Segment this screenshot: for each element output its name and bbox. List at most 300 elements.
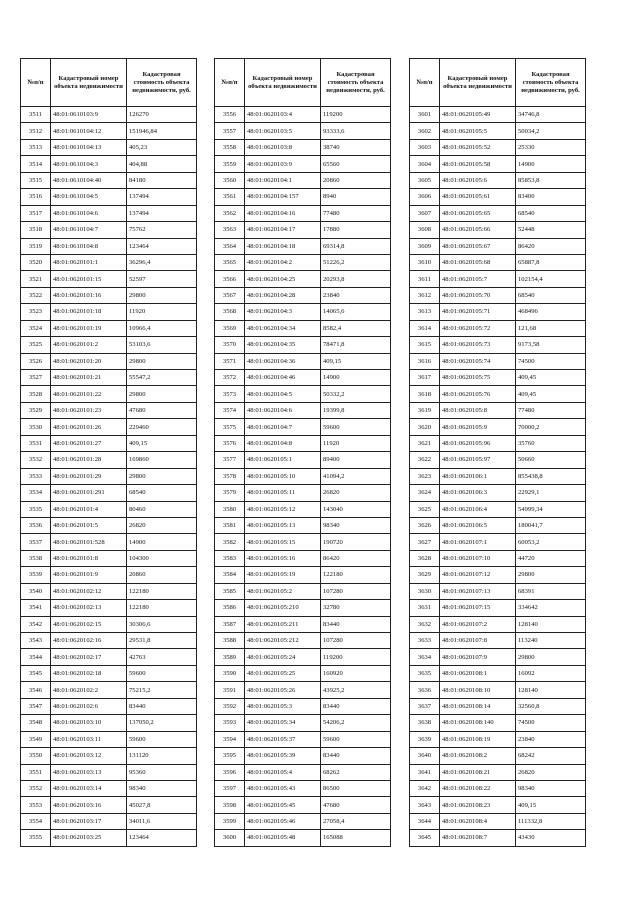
- cadastral-value: 50660: [516, 452, 586, 468]
- cadastral-number: 48:01:0620105:15: [245, 534, 321, 550]
- table-row: [21, 764, 197, 780]
- cadastral-value: 54206,2: [321, 715, 391, 731]
- table-row: [21, 271, 197, 287]
- table-row: [215, 649, 391, 665]
- cadastral-number: 48:01:0620108:4: [440, 813, 516, 829]
- cadastral-number: 48:01:0620107:8: [440, 633, 516, 649]
- cadastral-value: 122180: [321, 567, 391, 583]
- row-number: 3631: [410, 600, 440, 616]
- table-row: [215, 419, 391, 435]
- row-number: 3516: [21, 189, 51, 205]
- cadastral-value: 104300: [127, 550, 197, 566]
- cadastral-number: 48:01:0620103:8: [245, 139, 321, 155]
- row-number: 3524: [21, 320, 51, 336]
- row-number: 3608: [410, 222, 440, 238]
- table-row: [21, 172, 197, 188]
- cadastral-number: 48:01:0620101:20: [51, 353, 127, 369]
- cadastral-value: 68540: [516, 287, 586, 303]
- cadastral-value: 20860: [321, 172, 391, 188]
- row-number: 3569: [215, 320, 245, 336]
- table-row: [21, 633, 197, 649]
- cadastral-value: 34746,8: [516, 107, 586, 123]
- table-row: [215, 600, 391, 616]
- row-number: 3624: [410, 485, 440, 501]
- table-row: [410, 205, 586, 221]
- cadastral-number: 48:01:0620105:39: [245, 748, 321, 764]
- row-number: 3515: [21, 172, 51, 188]
- cadastral-value: 405,23: [127, 139, 197, 155]
- cadastral-number: 48:01:0620106:5: [440, 517, 516, 533]
- cadastral-number: 48:01:0620101:28: [51, 452, 127, 468]
- table-row: [21, 682, 197, 698]
- table-row: [410, 172, 586, 188]
- cadastral-number: 48:01:0620105:45: [245, 797, 321, 813]
- cadastral-value: 65560: [321, 156, 391, 172]
- header-num: №п/п: [21, 59, 51, 107]
- cadastral-number: 48:01:0620105:61: [440, 189, 516, 205]
- table-row: [215, 485, 391, 501]
- cadastral-number: 48:01:0620101:18: [51, 304, 127, 320]
- cadastral-value: 59600: [127, 665, 197, 681]
- cadastral-number: 48:01:0620104:34: [245, 320, 321, 336]
- table-row: [215, 370, 391, 386]
- row-number: 3541: [21, 600, 51, 616]
- cadastral-value: 11920: [127, 304, 197, 320]
- cadastral-number: 48:01:0620105:211: [245, 616, 321, 632]
- row-number: 3598: [215, 797, 245, 813]
- row-number: 3552: [21, 780, 51, 796]
- cadastral-value: 10966,4: [127, 320, 197, 336]
- row-number: 3591: [215, 682, 245, 698]
- cadastral-value: 29800: [127, 287, 197, 303]
- cadastral-number: 48:01:0620102:13: [51, 600, 127, 616]
- cadastral-value: 84180: [127, 172, 197, 188]
- row-number: 3641: [410, 764, 440, 780]
- cadastral-value: 98340: [321, 517, 391, 533]
- cadastral-value: 50034,2: [516, 123, 586, 139]
- cadastral-value: 29800: [127, 468, 197, 484]
- row-number: 3586: [215, 600, 245, 616]
- cadastral-number: 48:01:0620105:25: [245, 665, 321, 681]
- row-number: 3579: [215, 485, 245, 501]
- table-row: [215, 205, 391, 221]
- table-row: [21, 139, 197, 155]
- cadastral-value: 60053,2: [516, 534, 586, 550]
- cadastral-number: 48:01:0620103:13: [51, 764, 127, 780]
- table-row: [21, 107, 197, 123]
- cadastral-number: 48:01:0620104:25: [245, 271, 321, 287]
- cadastral-number: 48:01:0620105:46: [245, 813, 321, 829]
- table-row: [215, 107, 391, 123]
- table-row: [410, 698, 586, 714]
- cadastral-value: 38740: [321, 139, 391, 155]
- cadastral-number: 48:01:0620107:12: [440, 567, 516, 583]
- cadastral-value: 32560,8: [516, 698, 586, 714]
- cadastral-number: 48:01:0620108:19: [440, 731, 516, 747]
- cadastral-number: 48:01:0620108:21: [440, 764, 516, 780]
- row-number: 3628: [410, 550, 440, 566]
- cadastral-value: 14900: [127, 534, 197, 550]
- cadastral-value: 9173,58: [516, 337, 586, 353]
- table-row: [410, 271, 586, 287]
- cadastral-value: 85853,8: [516, 172, 586, 188]
- cadastral-value: 123464: [127, 830, 197, 846]
- cadastral-value: 77480: [516, 402, 586, 418]
- table-row: [21, 665, 197, 681]
- row-number: 3626: [410, 517, 440, 533]
- table-row: [215, 452, 391, 468]
- cadastral-number: 48:01:0620102:6: [51, 698, 127, 714]
- row-number: 3514: [21, 156, 51, 172]
- table-row: [21, 452, 197, 468]
- row-number: 3629: [410, 567, 440, 583]
- table-row: [215, 222, 391, 238]
- cadastral-number: 48:01:0620108:2: [440, 748, 516, 764]
- cadastral-value: 45027,8: [127, 797, 197, 813]
- cadastral-number: 48:01:0620107:13: [440, 583, 516, 599]
- cadastral-number: 48:01:0620105:19: [245, 567, 321, 583]
- row-number: 3587: [215, 616, 245, 632]
- cadastral-number: 48:01:0620105:4: [245, 764, 321, 780]
- table-row: [215, 550, 391, 566]
- table-row: [410, 320, 586, 336]
- cadastral-number: 48:01:0620106:1: [440, 468, 516, 484]
- cadastral-value: 27058,4: [321, 813, 391, 829]
- cadastral-value: 47680: [127, 402, 197, 418]
- table-row: [215, 501, 391, 517]
- cadastral-value: 137494: [127, 189, 197, 205]
- row-number: 3545: [21, 665, 51, 681]
- table-row: [410, 748, 586, 764]
- row-number: 3599: [215, 813, 245, 829]
- cadastral-number: 48:01:0620101:8: [51, 550, 127, 566]
- row-number: 3537: [21, 534, 51, 550]
- cadastral-value: 86420: [321, 550, 391, 566]
- cadastral-table-1: [20, 58, 197, 847]
- table-row: [410, 452, 586, 468]
- row-number: 3567: [215, 287, 245, 303]
- cadastral-number: 48:01:0620104:6: [245, 402, 321, 418]
- row-number: 3564: [215, 238, 245, 254]
- row-number: 3533: [21, 468, 51, 484]
- cadastral-number: 48:01:0620101:291: [51, 485, 127, 501]
- cadastral-value: 119200: [321, 649, 391, 665]
- table-row: [215, 698, 391, 714]
- cadastral-number: 48:01:0610104:12: [51, 123, 127, 139]
- cadastral-value: 83440: [321, 748, 391, 764]
- cadastral-number: 48:01:0620103:9: [245, 156, 321, 172]
- cadastral-number: 48:01:0620101:26: [51, 419, 127, 435]
- cadastral-value: 32780: [321, 600, 391, 616]
- cadastral-value: 29800: [127, 353, 197, 369]
- cadastral-number: 48:01:0620105:49: [440, 107, 516, 123]
- table-row: [410, 337, 586, 353]
- cadastral-value: 409,15: [127, 435, 197, 451]
- cadastral-number: 48:01:0610104:5: [51, 189, 127, 205]
- cadastral-value: 51226,2: [321, 254, 391, 270]
- cadastral-value: 11920: [321, 435, 391, 451]
- table-row: [410, 731, 586, 747]
- row-number: 3639: [410, 731, 440, 747]
- row-number: 3581: [215, 517, 245, 533]
- row-number: 3595: [215, 748, 245, 764]
- table-row: [215, 665, 391, 681]
- cadastral-value: 22929,1: [516, 485, 586, 501]
- table-row: [410, 567, 586, 583]
- row-number: 3571: [215, 353, 245, 369]
- table-row: [410, 156, 586, 172]
- row-number: 3605: [410, 172, 440, 188]
- header-num: №п/п: [410, 59, 440, 107]
- row-number: 3558: [215, 139, 245, 155]
- table-row: [215, 731, 391, 747]
- table-row: [215, 304, 391, 320]
- table-row: [215, 813, 391, 829]
- cadastral-value: 131120: [127, 748, 197, 764]
- cadastral-value: 25330: [516, 139, 586, 155]
- row-number: 3609: [410, 238, 440, 254]
- cadastral-number: 48:01:0620103:10: [51, 715, 127, 731]
- cadastral-number: 48:01:0620102:16: [51, 633, 127, 649]
- table-row: [410, 534, 586, 550]
- row-number: 3623: [410, 468, 440, 484]
- row-number: 3520: [21, 254, 51, 270]
- cadastral-value: 68540: [516, 205, 586, 221]
- cadastral-value: 26820: [516, 764, 586, 780]
- cadastral-number: 48:01:0620105:210: [245, 600, 321, 616]
- table-row: [21, 156, 197, 172]
- row-number: 3640: [410, 748, 440, 764]
- header-value: Кадастровая стоимость объекта недвижимости, руб.: [516, 59, 586, 107]
- cadastral-number: 48:01:0620101:1: [51, 254, 127, 270]
- cadastral-number: 48:01:0620104:157: [245, 189, 321, 205]
- row-number: 3535: [21, 501, 51, 517]
- table-row: [21, 600, 197, 616]
- cadastral-number: 48:01:0620103:11: [51, 731, 127, 747]
- table-row: [215, 715, 391, 731]
- row-number: 3589: [215, 649, 245, 665]
- table-row: [21, 402, 197, 418]
- cadastral-value: 180041,7: [516, 517, 586, 533]
- table-row: [410, 682, 586, 698]
- cadastral-value: 44720: [516, 550, 586, 566]
- table-row: [21, 830, 197, 846]
- row-number: 3529: [21, 402, 51, 418]
- cadastral-value: 229460: [127, 419, 197, 435]
- row-number: 3511: [21, 107, 51, 123]
- table-row: [215, 583, 391, 599]
- cadastral-number: 48:01:0620107:2: [440, 616, 516, 632]
- table-row: [215, 616, 391, 632]
- cadastral-number: 48:01:0620102:18: [51, 665, 127, 681]
- cadastral-number: 48:01:0620104:1: [245, 172, 321, 188]
- row-number: 3634: [410, 649, 440, 665]
- table-row: [21, 534, 197, 550]
- header-value: Кадастровая стоимость объекта недвижимости, руб.: [127, 59, 197, 107]
- cadastral-number: 48:01:0610104:7: [51, 222, 127, 238]
- cadastral-number: 48:01:0620101:19: [51, 320, 127, 336]
- cadastral-value: 29800: [516, 649, 586, 665]
- cadastral-value: 74500: [516, 353, 586, 369]
- row-number: 3575: [215, 419, 245, 435]
- row-number: 3536: [21, 517, 51, 533]
- cadastral-value: 128140: [516, 682, 586, 698]
- row-number: 3636: [410, 682, 440, 698]
- cadastral-number: 48:01:0620105:48: [245, 830, 321, 846]
- table-row: [21, 238, 197, 254]
- cadastral-value: 65887,8: [516, 254, 586, 270]
- table-row: [410, 550, 586, 566]
- cadastral-value: 68242: [516, 748, 586, 764]
- table-row: [410, 304, 586, 320]
- table-row: [410, 370, 586, 386]
- cadastral-number: 48:01:0620104:46: [245, 370, 321, 386]
- cadastral-number: 48:01:0620101:23: [51, 402, 127, 418]
- row-number: 3522: [21, 287, 51, 303]
- row-number: 3531: [21, 435, 51, 451]
- cadastral-number: 48:01:0620108:23: [440, 797, 516, 813]
- table-row: [215, 139, 391, 155]
- row-number: 3617: [410, 370, 440, 386]
- cadastral-value: 69314,8: [321, 238, 391, 254]
- row-number: 3584: [215, 567, 245, 583]
- cadastral-number: 48:01:0620105:7: [440, 271, 516, 287]
- table-row: [21, 583, 197, 599]
- table-row: [21, 698, 197, 714]
- cadastral-value: 59600: [321, 731, 391, 747]
- cadastral-value: 20293,8: [321, 271, 391, 287]
- cadastral-value: 137494: [127, 205, 197, 221]
- cadastral-value: 404,88: [127, 156, 197, 172]
- cadastral-number: 48:01:0620101:15: [51, 271, 127, 287]
- row-number: 3568: [215, 304, 245, 320]
- row-number: 3528: [21, 386, 51, 402]
- row-number: 3534: [21, 485, 51, 501]
- cadastral-number: 48:01:0620104:16: [245, 205, 321, 221]
- cadastral-number: 48:01:0620105:68: [440, 254, 516, 270]
- table-row: [410, 616, 586, 632]
- cadastral-number: 48:01:0620105:67: [440, 238, 516, 254]
- row-number: 3613: [410, 304, 440, 320]
- table-row: [215, 830, 391, 846]
- row-number: 3593: [215, 715, 245, 731]
- cadastral-number: 48:01:0620105:74: [440, 353, 516, 369]
- row-number: 3582: [215, 534, 245, 550]
- table-row: [215, 172, 391, 188]
- table-row: [215, 682, 391, 698]
- cadastral-number: 48:01:0620105:8: [440, 402, 516, 418]
- table-header-row: [410, 59, 586, 107]
- row-number: 3619: [410, 402, 440, 418]
- cadastral-value: 122180: [127, 583, 197, 599]
- cadastral-value: 30306,6: [127, 616, 197, 632]
- table-row: [215, 764, 391, 780]
- cadastral-number: 48:01:0620105:96: [440, 435, 516, 451]
- row-number: 3612: [410, 287, 440, 303]
- cadastral-value: 52597: [127, 271, 197, 287]
- row-number: 3601: [410, 107, 440, 123]
- table-row: [410, 797, 586, 813]
- cadastral-number: 48:01:0620105:71: [440, 304, 516, 320]
- cadastral-number: 48:01:0620105:13: [245, 517, 321, 533]
- row-number: 3525: [21, 337, 51, 353]
- table-row: [21, 386, 197, 402]
- table-row: [410, 222, 586, 238]
- table-row: [21, 189, 197, 205]
- cadastral-value: 14900: [516, 156, 586, 172]
- table-row: [215, 797, 391, 813]
- table-row: [410, 649, 586, 665]
- row-number: 3576: [215, 435, 245, 451]
- table-row: [410, 485, 586, 501]
- cadastral-value: 151946,84: [127, 123, 197, 139]
- row-number: 3574: [215, 402, 245, 418]
- cadastral-number: 48:01:0620103:25: [51, 830, 127, 846]
- cadastral-value: 34011,6: [127, 813, 197, 829]
- table-row: [21, 353, 197, 369]
- cadastral-number: 48:01:0620101:16: [51, 287, 127, 303]
- cadastral-value: 190720: [321, 534, 391, 550]
- cadastral-number: 48:01:0620107:15: [440, 600, 516, 616]
- cadastral-number: 48:01:0620106:4: [440, 501, 516, 517]
- row-number: 3562: [215, 205, 245, 221]
- row-number: 3540: [21, 583, 51, 599]
- table-row: [410, 764, 586, 780]
- cadastral-number: 48:01:0620101:21: [51, 370, 127, 386]
- cadastral-number: 48:01:0620105:70: [440, 287, 516, 303]
- table-row: [410, 386, 586, 402]
- table-row: [215, 534, 391, 550]
- row-number: 3550: [21, 748, 51, 764]
- table-row: [410, 813, 586, 829]
- cadastral-number: 48:01:0620105:2: [245, 583, 321, 599]
- cadastral-value: 8940: [321, 189, 391, 205]
- row-number: 3592: [215, 698, 245, 714]
- table-row: [21, 419, 197, 435]
- cadastral-number: 48:01:0620105:37: [245, 731, 321, 747]
- cadastral-number: 48:01:0620105:24: [245, 649, 321, 665]
- table-row: [215, 156, 391, 172]
- cadastral-number: 48:01:0620107:1: [440, 534, 516, 550]
- row-number: 3583: [215, 550, 245, 566]
- cadastral-value: 98340: [516, 780, 586, 796]
- cadastral-value: 468496: [516, 304, 586, 320]
- row-number: 3604: [410, 156, 440, 172]
- cadastral-number: 48:01:0610104:40: [51, 172, 127, 188]
- cadastral-number: 48:01:0620104:17: [245, 222, 321, 238]
- cadastral-value: 77480: [321, 205, 391, 221]
- cadastral-value: 409,15: [321, 353, 391, 369]
- row-number: 3572: [215, 370, 245, 386]
- cadastral-value: 80460: [127, 501, 197, 517]
- table-row: [215, 189, 391, 205]
- cadastral-value: 68262: [321, 764, 391, 780]
- table-row: [21, 205, 197, 221]
- cadastral-value: 68391: [516, 583, 586, 599]
- table-row: [410, 139, 586, 155]
- cadastral-number: 48:01:0620103:14: [51, 780, 127, 796]
- cadastral-number: 48:01:0620104:28: [245, 287, 321, 303]
- row-number: 3588: [215, 633, 245, 649]
- cadastral-value: 86420: [516, 238, 586, 254]
- table-row: [21, 517, 197, 533]
- row-number: 3517: [21, 205, 51, 221]
- cadastral-value: 26820: [321, 485, 391, 501]
- cadastral-number: 48:01:0620103:12: [51, 748, 127, 764]
- cadastral-value: 83440: [127, 698, 197, 714]
- row-number: 3618: [410, 386, 440, 402]
- cadastral-value: 334642: [516, 600, 586, 616]
